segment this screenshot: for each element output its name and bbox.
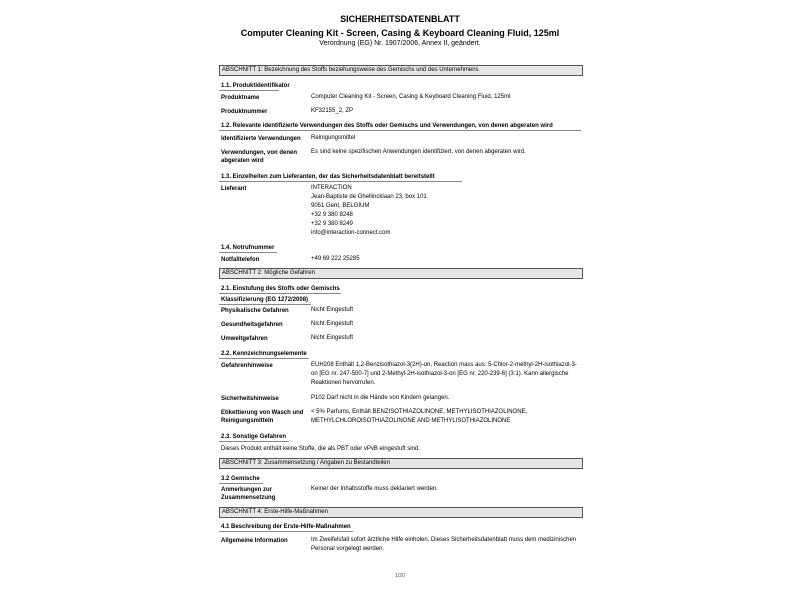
subsection-2-3-heading: 2.3. Sonstige Gefahren (221, 434, 287, 440)
subsection-underline (219, 252, 277, 253)
subsection-4-1-heading: 4.1 Beschreibung der Erste-Hilfe-Maßnahmen (221, 524, 351, 530)
environmental-hazards-label: Umweltgefahren (221, 336, 268, 342)
subsection-1-2-heading: 1.2. Relevante identifizierte Verwendungen des Stoffs oder Gemischs und Verwendungen, von denen abgeraten wird (221, 123, 553, 129)
supplier-label: Lieferant (221, 186, 247, 192)
general-information-label: Allgemeine Information (221, 538, 288, 544)
hazard-statements-label: Gefahrenhinweise (221, 363, 273, 369)
product-number-value: KF32155_2, ZP (311, 108, 354, 114)
subsection-1-4-heading: 1.4. Notrufnummer (221, 245, 275, 251)
identified-uses-label: Identifizierte Verwendungen (221, 136, 301, 142)
section-3-header: ABSCHNITT 3: Zusammensetzung / Angaben zu Bestandteilen (219, 458, 583, 469)
product-title: Computer Cleaning Kit - Screen, Casing & Keyboard Cleaning Fluid, 125ml (240, 28, 560, 38)
subsection-underline (219, 441, 289, 442)
composition-notes-label: Anmerkungen zur Zusammensetzung (221, 487, 276, 501)
subsection-2-2-heading: 2.2. Kennzeichnungselemente (221, 351, 307, 357)
other-hazards-text: Dieses Produkt enthält keine Stoffe, die als PBT oder vPvB eingestuft sind. (221, 446, 420, 452)
health-hazards-label: Gesundheitsgefahren (221, 322, 283, 328)
precautionary-statements-value: P102 Darf nicht in die Hände von Kindern gelangen. (311, 395, 450, 401)
document-title: SICHERHEITSDATENBLATT (340, 14, 460, 24)
uses-advised-against-label: Verwendungen, von denen abgeraten wird (221, 150, 298, 164)
precautionary-statements-label: Sicherheitshinweise (221, 396, 279, 402)
emergency-phone-label: Notfalltelefon (221, 257, 260, 263)
subsection-underline (219, 90, 279, 91)
environmental-hazards-value: Nicht Eingestuft (311, 335, 354, 341)
identified-uses-value: Reinigungsmittel (311, 135, 356, 141)
subsection-3-2-heading: 3.2 Gemische (221, 476, 260, 482)
subsection-underline (219, 181, 462, 182)
composition-notes-value: Keiner der Inhaltsstoffe muss deklariert werden. (311, 486, 438, 492)
detergent-labelling-value: < 5% Parfums, Enthält BENZISOTHIAZOLINONE, METHYLISOTHIAZOLINONE, METHYLCHLOROISOTHIAZOLINONE AND METHYLISOTHIAZOLINONE (311, 409, 528, 424)
physical-hazards-value: Nicht Eingestuft (311, 307, 354, 313)
emergency-phone-value: +49 69 222 25285 (311, 256, 360, 262)
product-number-label: Produktnummer (221, 109, 268, 115)
subsection-underline (219, 293, 341, 294)
section-1-header: ABSCHNITT 1: Bezeichnung des Stoffs beziehungsweise des Gemischs und des Unternehmens (219, 65, 583, 76)
subsection-underline (219, 304, 311, 305)
subsection-underline (219, 483, 263, 484)
regulation-line: Verordnung (EG) Nr. 1907/2006, Annex II, geändert. (319, 40, 481, 47)
subsection-underline (219, 531, 353, 532)
hazard-statements-value: EUH208 Enthält 1,2-Benzisothiazol-3(2H)-on, Reaction mass aus: 5-Chlor-2-methyl-2H-isothiazol-3-on [EG nr. 247-500-7] und 2-Methyl-2H-isothiazol-3-on [EG nr. 220-239-6] (3:1). Kann allergische Reaktionen hervorrufen. (311, 362, 577, 386)
detergent-labelling-label: Etikettierung von Wasch und Reinigungsmitteln (221, 410, 304, 424)
health-hazards-value: Nicht Eingestuft (311, 321, 354, 327)
supplier-address: INTERACTION Jean-Baptiste de Ghellincklaan 23, box 101 9051 Gent, BELGIUM +32 9 380 8248 +32 9 380 8249 info@interaction-connect.com (311, 185, 427, 236)
uses-advised-against-value: Es sind keine spezifischen Anwendungen identifiziert, von denen abgeraten wird. (311, 149, 526, 155)
product-name-value: Computer Cleaning Kit - Screen, Casing & Keyboard Cleaning Fluid, 125ml (311, 94, 511, 100)
product-name-label: Produktname (221, 95, 260, 101)
subsection-1-1-heading: 1.1. Produktidentifikator (221, 83, 290, 89)
classification-heading: Klassifizierung (EG 1272/2008) (221, 297, 309, 303)
general-information-value: Im Zweifelsfall sofort ärztliche Hilfe einholen. Dieses Sicherheitsdatenblatt muss dem medizinischen Personal vorgelegt werden. (311, 537, 577, 552)
subsection-underline (219, 130, 581, 131)
subsection-1-3-heading: 1.3. Einzelheiten zum Lieferanten, der das Sicherheitsdatenblatt bereitstellt (221, 174, 435, 180)
subsection-underline (219, 358, 309, 359)
physical-hazards-label: Physikalische Gefahren (221, 308, 289, 314)
page-number: 1/20 (395, 573, 405, 579)
subsection-2-1-heading: 2.1. Einstufung des Stoffs oder Gemischs (221, 286, 340, 292)
section-2-header: ABSCHNITT 2: Mögliche Gefahren (219, 268, 583, 279)
section-4-header: ABSCHNITT 4: Erste-Hilfe-Maßnahmen (219, 507, 583, 518)
